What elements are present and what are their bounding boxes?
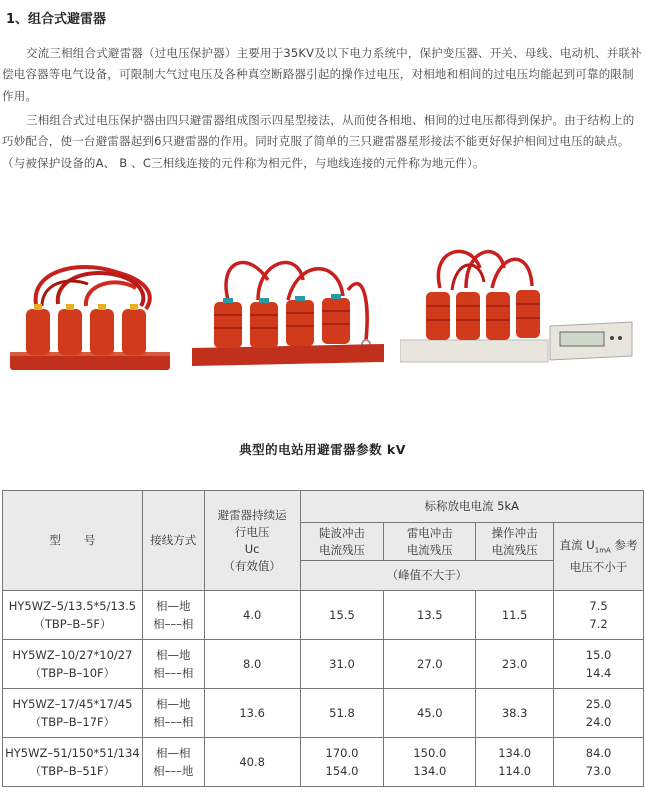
surge-arrester-photo-1: [6, 254, 176, 372]
header-line: 陡波冲击: [318, 525, 365, 540]
uc-cell: 13.6: [204, 689, 300, 738]
header-dc-reference: [554, 523, 644, 591]
wiring-cell: 相—地 相–––相: [142, 591, 204, 640]
table-row: [3, 591, 644, 640]
header-line: Uc: [244, 541, 260, 556]
table-row: [3, 689, 644, 738]
intro-paragraph-1: 交流三相组合式避雷器（过电压保护器）主要用于35KV及以下电力系统中，保护变压器、开关、母线、电动机、并联补偿电容器等电气设备，可限制大气过电压及各种真空断路器引起的操作过电压，对相地和相间的过电压均能起到可靠的限制作用。: [2, 45, 642, 103]
table-row: [3, 738, 644, 787]
steep-cell: 170.0 154.0: [300, 738, 384, 787]
uc-cell: 40.8: [204, 738, 300, 787]
dc-cell: 84.0 73.0: [554, 738, 644, 787]
intro-paragraph-2: 三相组合式过电压保护器由四只避雷器组成图示四星型接法，从而使各相地、相间的过电压都得到保护。由于结构上的巧妙配合，使一台避雷器起到6只避雷器的作用。同时克服了简单的三只避雷器星形接法不能更好保护相间过电压的缺点。（与被保护设备的A、 B 、C三相线连接的元件称为相元件，与地线连接的元件称为地元件）。: [2, 112, 635, 170]
header-line: 行电压: [234, 524, 270, 539]
header-line: （有效值）: [223, 558, 281, 573]
header-line: 电流残压: [318, 542, 365, 557]
steep-cell: 15.5: [300, 591, 384, 640]
header-steep-residual: [300, 523, 384, 561]
model-cell: HY5WZ–51/150*51/134 （TBP–B–51F）: [3, 738, 143, 787]
switching-cell: 38.3: [476, 689, 554, 738]
model-cell: HY5WZ–5/13.5*5/13.5 （TBP–B–5F）: [3, 591, 143, 640]
steep-cell: 51.8: [300, 689, 384, 738]
lightning-cell: 45.0: [384, 689, 476, 738]
model-cell: HY5WZ–10/27*10/27 （TBP–B–10F）: [3, 640, 143, 689]
wiring-cell: 相—地 相–––相: [142, 689, 204, 738]
lightning-cell: 13.5: [384, 591, 476, 640]
header-peak-note: （峰值不大于）: [300, 561, 554, 591]
header-line: 雷电冲击: [406, 525, 453, 540]
uc-cell: 4.0: [204, 591, 300, 640]
header-line: 电流残压: [406, 542, 453, 557]
header-model: 型 号: [3, 491, 143, 591]
dc-cell: 25.0 24.0: [554, 689, 644, 738]
uc-cell: 8.0: [204, 640, 300, 689]
header-lightning-residual: [384, 523, 476, 561]
header-line: 电流残压: [491, 542, 538, 557]
header-switching-residual: [476, 523, 554, 561]
header-continuous-voltage: [204, 491, 300, 591]
lightning-cell: 27.0: [384, 640, 476, 689]
product-photos: [0, 232, 645, 382]
model-cell: HY5WZ–17/45*17/45 （TBP–B–17F）: [3, 689, 143, 738]
switching-cell: 11.5: [476, 591, 554, 640]
lightning-cell: 150.0 134.0: [384, 738, 476, 787]
dc-cell: 7.5 7.2: [554, 591, 644, 640]
header-line: 电压不小于: [569, 560, 628, 575]
header-nominal-current: 标称放电电流 5kA: [300, 491, 643, 523]
table-caption: 典型的电站用避雷器参数 kV: [239, 442, 406, 457]
switching-cell: 134.0 114.0: [476, 738, 554, 787]
switching-cell: 23.0: [476, 640, 554, 689]
header-line: 操作冲击: [491, 525, 538, 540]
parameter-table: [2, 490, 644, 787]
table-row: [3, 640, 644, 689]
wiring-cell: 相—相 相–––地: [142, 738, 204, 787]
steep-cell: 31.0: [300, 640, 384, 689]
wiring-cell: 相—地 相–––相: [142, 640, 204, 689]
header-line: 直流 $U_{1mA}$ 参考: [559, 537, 638, 555]
surge-arrester-photo-2: [188, 240, 388, 372]
header-wiring: 接线方式: [142, 491, 204, 591]
dc-cell: 15.0 14.4: [554, 640, 644, 689]
surge-arrester-with-counter-photo-3: [400, 238, 640, 370]
section-heading: 1、组合式避雷器: [6, 12, 107, 27]
header-line: 避雷器持续运: [217, 507, 287, 522]
